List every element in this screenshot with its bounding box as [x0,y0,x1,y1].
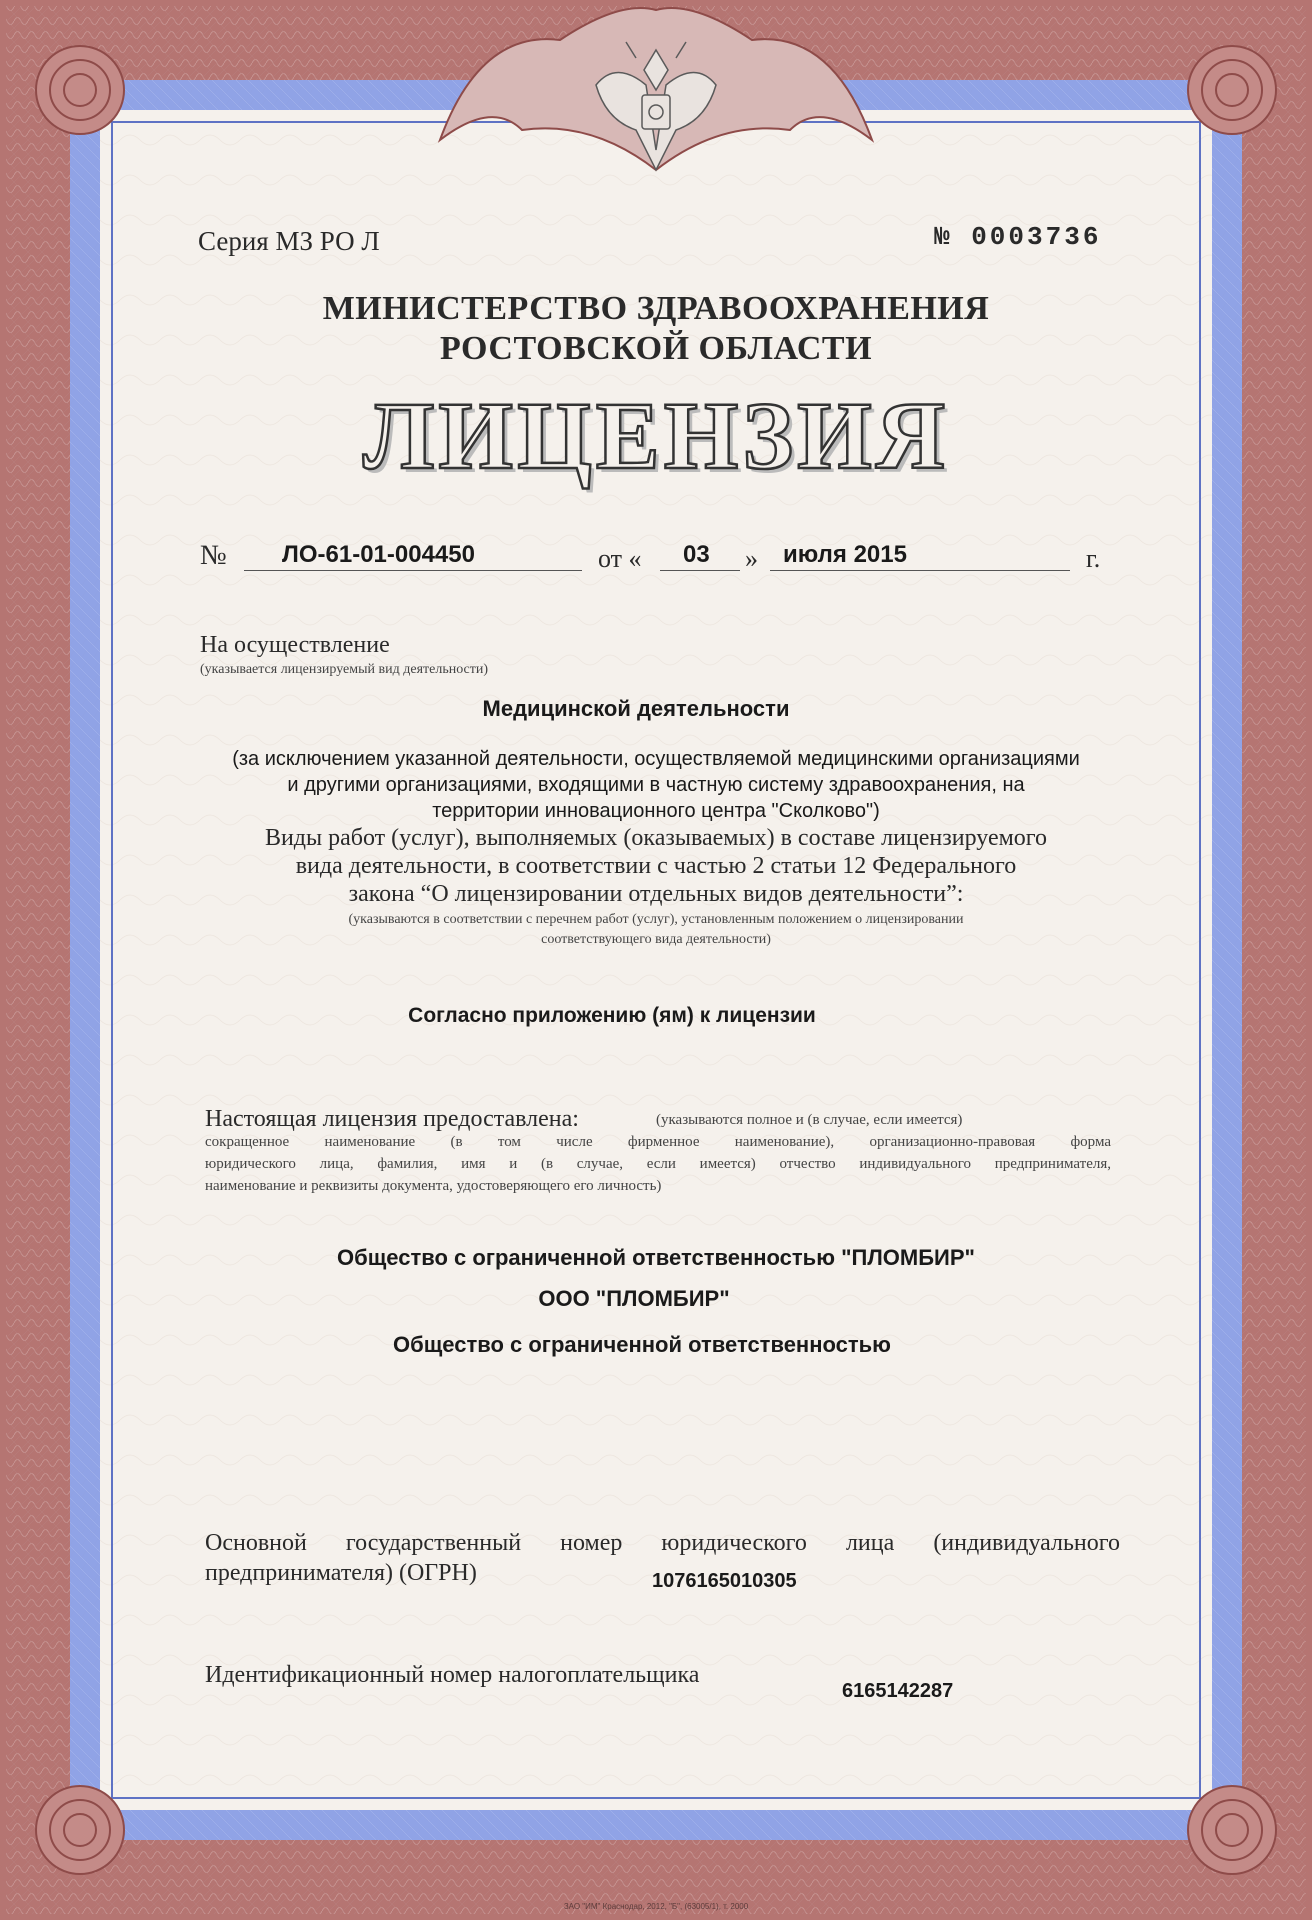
grantee-full-name: Общество с ограниченной ответственностью "ПЛОМБИР" [337,1245,975,1270]
grantee-hint-line1: (указываются полное и (в случае, если имеется) [656,1112,963,1128]
inn-label: Идентификационный номер налогоплательщика [205,1662,700,1688]
works-line1: Виды работ (услуг), выполняемых (оказываемых) в составе лицензируемого [264,825,1048,851]
activity-exclusion-line2: и другими организациями, входящими в частную систему здравоохранения, на [287,774,1025,796]
license-month-year: июля 2015 [783,541,907,568]
license-title: ЛИЦЕНЗИЯ [362,382,950,489]
coat-of-arms-emblem [556,30,756,180]
works-value: Согласно приложению (ям) к лицензии [408,1004,816,1027]
grantee-legal-form: Общество с ограниченной ответственностью [393,1332,891,1357]
ministry-title-line1: МИНИСТЕРСТВО ЗДРАВООХРАНЕНИЯ [322,290,990,327]
ogrn-value: 1076165010305 [652,1570,797,1592]
license-year-suffix: г. [1086,544,1101,573]
ogrn-label-line2: предпринимателя) (ОГРН) [205,1560,477,1586]
grantee-hint-line2: сокращенное наименование (в том числе фирменное наименование), организационно-правовая форма [205,1134,1111,1150]
print-note: ЗАО "ИМ" Краснодар, 2012, "Б", (63005/1), т. 2000 [563,1902,749,1911]
activity-hint: (указывается лицензируемый вид деятельности) [200,662,489,677]
license-no-label: № [200,540,227,571]
activity-value: Медицинской деятельности [482,696,790,721]
ministry-title-line2: РОСТОВСКОЙ ОБЛАСТИ [439,330,873,367]
series-label: Серия МЗ РО Л [198,226,380,256]
license-day-line [660,570,740,571]
works-hint-line1: (указываются в соответствии с перечнем работ (услуг), установленным положением о лицензировании [348,912,964,927]
grantee-hint-line3: юридического лица, фамилия, имя и (в случае, если имеется) отчество индивидуального предпринимателя, [205,1156,1111,1172]
license-day-close: » [745,544,758,573]
inn-value: 6165142287 [842,1680,954,1702]
works-line2: вида деятельности, в соответствии с частью 2 статьи 12 Федерального [295,853,1017,879]
grantee-label: Настоящая лицензия предоставлена: [205,1106,579,1132]
works-hint-line2: соответствующего вида деятельности) [541,932,771,947]
license-number: ЛО-61-01-004450 [282,541,475,568]
activity-exclusion-line3: территории инновационного центра "Сколково") [432,800,880,822]
activity-exclusion-line1: (за исключением указанной деятельности, осуществляемой медицинскими организациями [232,748,1080,770]
license-from-label: от « [598,544,642,573]
works-line3: закона “О лицензировании отдельных видов деятельности”: [348,881,964,907]
grantee-short-name: ООО "ПЛОМБИР" [538,1286,730,1311]
license-day: 03 [683,541,710,568]
ogrn-label-line1: Основной государственный номер юридического лица (индивидуального [205,1530,1120,1556]
activity-label: На осуществление [200,632,390,658]
form-number: № 0003736 [934,222,1102,252]
grantee-hint-line4: наименование и реквизиты документа, удостоверяющего его личность) [205,1178,662,1194]
license-month-line [770,570,1070,571]
license-number-line [244,570,582,571]
